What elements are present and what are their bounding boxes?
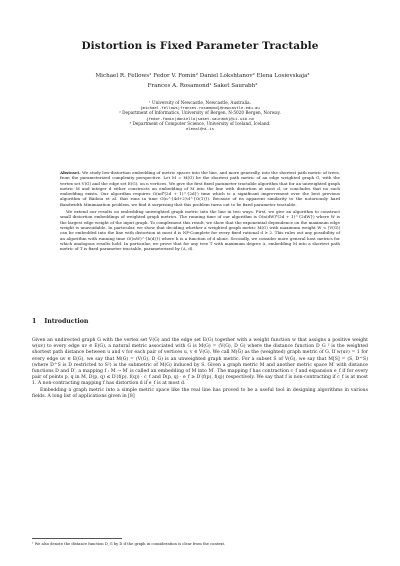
affiliation-3: ³ Department of Computer Science, University of Iceland, Iceland. xyxy=(129,120,271,126)
section-heading xyxy=(32,318,88,325)
abstract-paragraph-1 xyxy=(60,170,340,207)
authors-line-1: Michael R. Fellows¹ Fedor V. Fomin² Daniel Lokshtanov² Elena Losievskaja³ xyxy=(95,73,310,79)
affiliation-2: ² Department of Informatics, University of Bergen, N-5020 Bergen, Norway. xyxy=(119,110,281,116)
affiliation-1: ¹ University of Newcastle, Newcastle, Australia. xyxy=(148,100,251,105)
intro-paragraph-2: Embedding a graph metric into a simple metric space like the real line has proved to be a useful tool in designing algorithms in various fields. A long list of applications given in [8] xyxy=(32,387,368,399)
authors-line-2: Frances A. Rosamond¹ Saket Saurabh² xyxy=(147,83,258,89)
abstract xyxy=(60,170,340,253)
affiliation-2-email: {fedor.fomin|daniello|saket.saurabh}@ii.uib.no xyxy=(146,115,254,121)
intro-paragraph-1: Given an undirected graph G with the vertex set V(G) and the edge set E(G) together with a weight function w that assigns a positive weight w(uv) to every edge uv ∈ E(G), a natural metric associated with G is M(G) = (V(G), D_G) where the distance function D_G ¹ is the weighted shortest path distance between u and v for each pair of vertices u, v ∈ V(G). We call M(G) as the (weighted) graph metric of G. If w(uv) = 1 for every edge uv ∈ E(G), we say that M(G) = (V(G), D_G) is an unweighted graph metric. For a subset S of V(G), we say that M[S] = (S, D^S) (where D^S is D restricted to S²) is the submetric of M(G) induced by S. Given a graph metric M and another metric space M′ with distance functions D and D′, a mapping f : M → M′ is called an embedding of M into M′. The mapping f has contraction c_f and expansion e_f if for every pair of points p, q in M, D(p, q) ≤ D′(f(p), f(q)) · c_f and D(p, q) · e_f ≥ D′(f(p), f(q)) respectively. We say that f is non-contracting if c_f is at most 1. A non-contracting mapping f has distortion d if e_f is at most d. xyxy=(32,338,368,387)
affiliations xyxy=(60,100,340,131)
introduction-body xyxy=(32,338,368,400)
paper-title: Distortion is Fixed Parameter Tractable xyxy=(81,40,319,52)
abstract-label: Abstract. xyxy=(60,170,81,175)
footnote-rule xyxy=(32,538,122,539)
section-number: 1 xyxy=(32,318,37,325)
abstract-text-1: We study low-distortion embedding of metric spaces into the line, and more generally, into the shortest path metric of trees, from the parameterized complexity perspective. Let M = M(G) be the shortest path metric of an edge weighted graph G, with the vertex set V(G) and the edge set E(G), on n vertices. We give the first fixed parameter tractable algorithm that for an unweighted graph metric M and integer d either constructs an embedding of M into the line with distortion at most d, or concludes that no such embedding exists. Our algorithm requires O(nd⁴(2d + 1)^{2d}) time which is a significant improvement over the best previous algorithm of Bădoiu et al. that runs in time O(n^{4d+2}d^{O(1)}). Because of its apparent similarity to the notoriously hard Bandwidth Minimization problem, we find it surprising that this problem turns out to be fixed parameter tractable. xyxy=(60,170,340,207)
footnote: ¹ We also denote the distance function D_G by D if the graph in consideration is clear from the context. xyxy=(32,542,226,546)
section-title: Introduction xyxy=(44,318,89,325)
affiliation-3-email: elenal@hi.is xyxy=(185,126,215,132)
abstract-paragraph-2: We extend our results on embedding unweighted graph metric into the line in two ways. First, we give an algorithm to construct small distortion embeddings of weighted graph metrics. The running time of our algorithm is O(n(dW)⁴(2d + 1)^{2dW}) where W is the largest edge weight of the input graph. To complement this result, we show that the exponential dependence on the maximum edge weight is unavoidable. In particular, we show that deciding whether a weighted graph metric M(G) with maximum weight W < |V(G)| can be embedded into the line with distortion at most d is NP-Complete for every fixed rational d ≥ 2. This rules out any possibility of an algorithm with running time O((nW)^{h(d)}) where h is a function of d alone. Secondly, we consider more general host metrics for which analogous results hold. In particular, we prove that for any tree T with maximum degree Δ, embedding M into a shortest path metric of T is fixed parameter tractable, parameterized by (Δ, d). xyxy=(60,209,340,252)
affiliation-1-email: {michael.fellows|frances.rosamond}@newcastle.edu.au xyxy=(140,105,260,111)
